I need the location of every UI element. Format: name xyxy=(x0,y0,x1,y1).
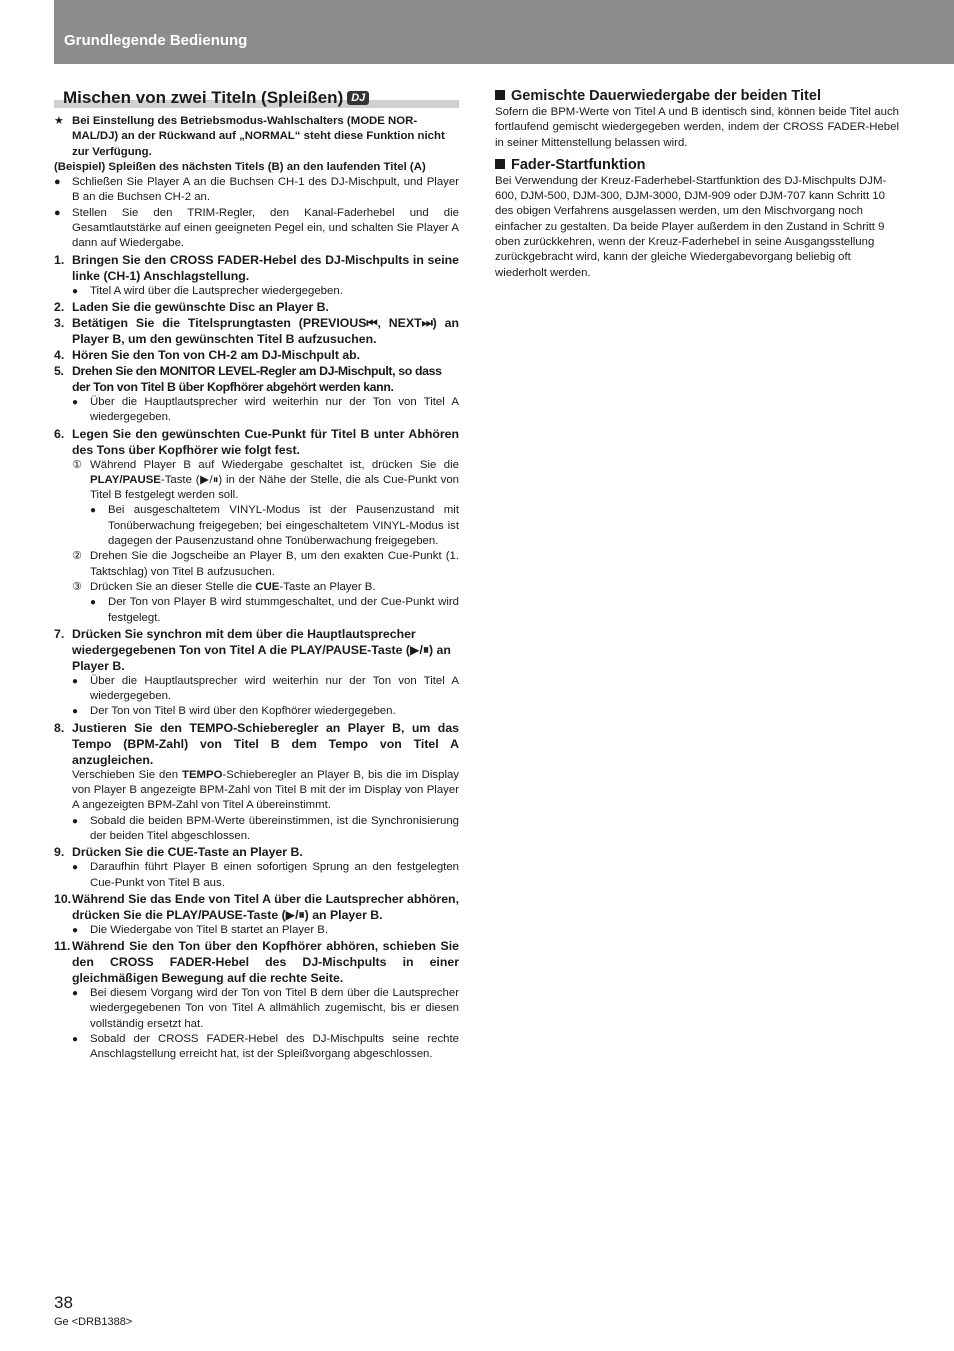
bullet-icon: ● xyxy=(72,396,79,408)
bullet-icon: ● xyxy=(72,1033,79,1045)
step-6-substep-3 xyxy=(72,580,459,595)
star-note-text: Bei Einstellung des Betriebsmodus-Wahlschalters (MODE NOR-MAL/DJ) an der Rückwand auf „NORMAL“ steht diese Funktion nicht zur Verfügung. xyxy=(72,115,445,158)
step-9 xyxy=(54,844,459,860)
step-7 xyxy=(54,626,459,674)
paragraph-fader-start: Bei Verwendung der Kreuz-Faderhebel-Startfunktion des DJ-Mischpults DJM-600, DJM-500, DJM-300, DJM-3000, DJM-909 oder DJM-707 kann Schritt 10 des obigen Verfahrens ausgelassen werden, um den Mischvorgang noch einfacher zu gestalten. Da beide Player außerdem in den Zustand in Schritt 9 oben zurückkehren, wenn der Kreuz-Faderhebel in seine Ausgangsstellung zurückgebracht wird, kann der gleiche Wiedergabevorgang beliebig oft wiederholt werden. xyxy=(495,174,887,279)
step-number: 3. xyxy=(54,315,65,330)
step-2 xyxy=(54,299,459,315)
step-text: Während Sie den Ton über den Kopfhörer abhören, schieben Sie den CROSS FADER-Hebel des DJ-Mischpults in einer gleichmäßigen Bewegung auf die rechte Seite. xyxy=(72,939,459,986)
step-text: Drehen Sie den MONITOR LEVEL-Regler am DJ-Mischpult, so dass der Ton von Titel B über Kopfhörer abgehört werden kann. xyxy=(72,363,442,394)
heading-text: Fader-Startfunktion xyxy=(511,156,646,173)
step-number: 2. xyxy=(54,299,65,314)
step-6-substep-3-bullet xyxy=(90,595,459,626)
step-3 xyxy=(54,315,459,347)
step-text: Drücken Sie synchron mit dem über die Hauptlautsprecher wiedergegebenen Ton von Titel A die PLAY/PAUSE-Taste (▶/⏸) an Player B. xyxy=(72,626,451,673)
step-11-bullet xyxy=(72,1032,459,1063)
bullet-text: Über die Hauptlautsprecher wird weiterhin nur der Ton von Titel A wiedergegeben. xyxy=(90,395,459,424)
right-column xyxy=(495,88,899,287)
substep-text: Drücken Sie an dieser Stelle die xyxy=(90,580,256,593)
section-title xyxy=(54,88,459,110)
step-number: 9. xyxy=(54,845,65,860)
step-text: Drücken Sie die CUE-Taste an Player B. xyxy=(72,845,303,860)
bullet-icon: ● xyxy=(90,505,97,517)
bullet-icon: ● xyxy=(72,924,79,936)
step-1-bullet xyxy=(72,284,459,299)
square-bullet-icon xyxy=(495,90,505,100)
bullet-icon: ● xyxy=(90,597,97,609)
circled-2-icon: ② xyxy=(72,550,82,563)
step-text: Legen Sie den gewünschten Cue-Punkt für Titel B unter Abhören des Tons über Kopfhörer wie folgt fest. xyxy=(72,426,459,457)
step-number: 4. xyxy=(54,347,65,362)
step-5 xyxy=(54,363,459,395)
intro-bullet-text: Schließen Sie Player A an die Buchsen CH-1 des DJ-Mischpult, und Player B an die Buchsen CH-2 an. xyxy=(72,176,459,204)
step-6-substep-1 xyxy=(72,458,459,504)
step-number: 10. xyxy=(54,891,72,906)
page-number: 38 xyxy=(54,1293,73,1312)
bullet-icon: ● xyxy=(72,706,79,718)
circled-1-icon: ① xyxy=(72,458,82,471)
step-number: 8. xyxy=(54,720,65,735)
substep-text: Während Player B auf Wiedergabe geschaltet ist, drücken Sie die xyxy=(90,458,459,471)
step-8 xyxy=(54,720,459,768)
bullet-icon: ● xyxy=(72,675,79,687)
step-6-substep-1-bullet xyxy=(90,503,459,549)
play-pause-label: PLAY/PAUSE xyxy=(90,473,161,486)
substep-text: -Taste (▶/⏸) in der Nähe der Stelle, die als Cue-Punkt von Titel B festgelegt werden soll. xyxy=(90,473,459,502)
heading-fader-start xyxy=(495,157,899,174)
intro-bullet xyxy=(54,175,459,206)
step-5-bullet xyxy=(72,395,459,426)
tempo-label: TEMPO xyxy=(181,768,223,781)
bullet-text: Daraufhin führt Player B einen sofortigen Sprung an den festgelegten Cue-Punkt von Titel B aus. xyxy=(90,861,459,889)
step-11 xyxy=(54,938,459,986)
step-6 xyxy=(54,426,459,458)
step-number: 6. xyxy=(54,426,65,441)
paragraph-continuous-playback: Sofern die BPM-Werte von Titel A und B identisch sind, können beide Titel auch fortlaufend gemischt wiedergegeben werden, indem der CROSS FADER-Hebel in seiner Mittenstellung belassen wird. xyxy=(495,106,899,149)
bullet-icon: ● xyxy=(72,285,79,297)
star-icon: ★ xyxy=(54,115,64,127)
document-code: Ge <DRB1388> xyxy=(54,1316,133,1328)
bullet-icon: ● xyxy=(54,206,61,219)
step-text: Hören Sie den Ton von CH-2 am DJ-Mischpult ab. xyxy=(72,347,361,362)
step-text: Betätigen Sie die Titelsprungtasten (PREVIOUS⏮, NEXT⏭) an Player B, um den gewünschten Titel B aufzusuchen. xyxy=(72,315,459,346)
bullet-text: Titel A wird über die Lautsprecher wiedergegeben. xyxy=(90,284,343,297)
cue-label: CUE xyxy=(255,580,280,593)
bullet-icon: ● xyxy=(54,176,61,189)
step-1 xyxy=(54,252,459,284)
para-text: Verschieben Sie den xyxy=(72,768,182,781)
bullet-text: Sobald die beiden BPM-Werte übereinstimmen, ist die Synchronisierung der beiden Titel abgeschlossen. xyxy=(90,814,459,842)
step-4 xyxy=(54,347,459,363)
intro-bullet xyxy=(54,206,459,252)
square-bullet-icon xyxy=(495,159,505,169)
star-note xyxy=(54,114,459,160)
step-text: Justieren Sie den TEMPO-Schieberegler an Player B, um das Tempo (BPM-Zahl) von Titel B dem Tempo von Titel A anzugleichen. xyxy=(72,720,459,767)
bullet-text: Der Ton von Titel B wird über den Kopfhörer wiedergegeben. xyxy=(90,705,396,718)
bullet-text: Sobald der CROSS FADER-Hebel des DJ-Mischpults seine rechte Anschlagstellung erreicht hat, ist der Spleißvorgang abgeschlossen. xyxy=(90,1032,459,1061)
bullet-text: Die Wiedergabe von Titel B startet an Player B. xyxy=(90,923,329,936)
step-10 xyxy=(54,891,459,923)
section-title-text: Mischen von zwei Titeln (Spleißen) xyxy=(63,88,344,107)
left-column xyxy=(54,88,459,1063)
step-8-paragraph xyxy=(72,768,459,814)
step-10-bullet xyxy=(72,923,459,938)
para-text: -Schieberegler an Player B, bis die im Display von Player B angezeigte BPM-Zahl von Titel B mit der im Display von Player A angezeigten BPM-Zahl von Titel A übereinstimmt. xyxy=(72,768,460,812)
step-number: 7. xyxy=(54,626,65,641)
example-line: (Beispiel) Spleißen des nächsten Titels (B) an den laufenden Titel (A) xyxy=(54,160,426,173)
circled-3-icon: ③ xyxy=(72,580,82,593)
heading-text: Gemischte Dauerwiedergabe der beiden Titel xyxy=(511,88,821,104)
step-11-bullet xyxy=(72,986,459,1032)
heading-continuous-playback xyxy=(495,88,899,105)
intro-bullet-text: Stellen Sie den TRIM-Regler, den Kanal-Faderhebel und die Gesamtlautstärke auf einen geeigneten Pegel ein, und schalten Sie Player A dann auf Wiedergabe. xyxy=(72,206,459,250)
header-title: Grundlegende Bedienung xyxy=(64,32,248,49)
step-text: Laden Sie die gewünschte Disc an Player B. xyxy=(72,299,329,314)
step-7-bullet xyxy=(72,674,459,705)
bullet-icon: ● xyxy=(72,988,79,1000)
substep-text: -Taste an Player B. xyxy=(279,580,376,593)
step-text: Bringen Sie den CROSS FADER-Hebel des DJ-Mischpults in seine linke (CH-1) Anschlagstellung. xyxy=(72,252,459,283)
step-9-bullet xyxy=(72,860,459,891)
substep-text: Drehen Sie die Jogscheibe an Player B, um den exakten Cue-Punkt (1. Taktschlag) von Titel B aufzusuchen. xyxy=(90,550,459,578)
step-number: 1. xyxy=(54,252,65,267)
step-8-bullet xyxy=(72,814,459,845)
bullet-text: Bei ausgeschaltetem VINYL-Modus ist der Pausenzustand mit Tonüberwachung freigegeben; bei eingeschaltetem VINYL-Modus ist dagegen der Pausenzustand ohne Tonüberwachung freigegeben. xyxy=(108,504,459,548)
bullet-icon: ● xyxy=(72,862,79,874)
bullet-text: Über die Hauptlautsprecher wird weiterhin nur der Ton von Titel A wiedergegeben. xyxy=(90,674,459,703)
step-number: 11. xyxy=(54,939,71,954)
dj-badge-icon: DJ xyxy=(347,91,369,105)
header-bar xyxy=(54,0,954,64)
step-number: 5. xyxy=(54,363,64,378)
bullet-text: Bei diesem Vorgang wird der Ton von Titel B dem über die Lautsprecher wiedergegebenen Ton von Titel A allmählich zugemischt, bis er diesen vollständig ersetzt hat. xyxy=(90,987,459,1030)
step-7-bullet xyxy=(72,704,459,719)
bullet-icon: ● xyxy=(72,815,79,827)
step-6-substep-2 xyxy=(72,549,459,580)
bullet-text: Der Ton von Player B wird stummgeschaltet, und der Cue-Punkt wird festgelegt. xyxy=(108,596,459,624)
step-text: Während Sie das Ende von Titel A über die Lautsprecher abhören, drücken Sie die PLAY/PAUSE-Taste (▶/⏸) an Player B. xyxy=(72,891,459,922)
